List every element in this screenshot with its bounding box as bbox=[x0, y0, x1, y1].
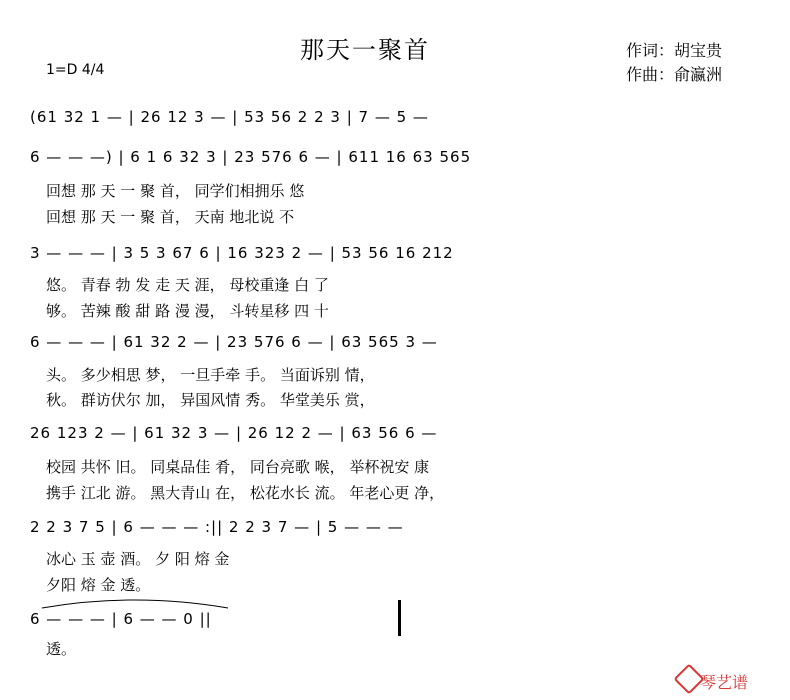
score-line-4: 6 — — — | 61 32 2 — | 23 576 6 — | 63 565 3 — bbox=[30, 333, 438, 351]
tie-slur bbox=[40, 596, 230, 610]
watermark: 琴艺谱 bbox=[700, 673, 749, 692]
lyric-line-5-verse-1: 校园 共怀 旧。 同桌品佳 肴， 同台亮歌 喉， 举杯祝安 康 bbox=[46, 458, 430, 476]
score-line-1: (61 32 1 — | 26 12 3 — | 53 56 2 2 3 | 7 — 5 — bbox=[30, 108, 429, 126]
lyric-line-3-verse-1: 悠。 青春 勃 发 走 天 涯， 母校重逢 白 了 bbox=[46, 276, 329, 294]
lyric-line-2-verse-1: 回想 那 天 一 聚 首， 同学们相拥乐 悠 bbox=[46, 182, 305, 200]
lyric-line-5-verse-2: 携手 江北 游。 黑大青山 在， 松花水长 流。 年老心更 净， bbox=[46, 484, 445, 502]
score-line-5: 26 123 2 — | 61 32 3 — | 26 12 2 — | 63 56 6 — bbox=[30, 424, 438, 442]
score-line-3: 3 — — — | 3 5 3 67 6 | 16 323 2 — | 53 56 16 212 bbox=[30, 244, 454, 262]
page-title: 那天一聚首 bbox=[300, 36, 430, 64]
lyric-line-6-verse-1: 冰心 玉 壶 酒。 夕 阳 熔 金 bbox=[46, 550, 230, 568]
lyric-line-4-verse-1: 头。 多少相思 梦， 一旦手牵 手。 当面诉别 情， bbox=[46, 366, 375, 384]
final-barline bbox=[398, 600, 401, 636]
lyric-line-3-verse-2: 够。 苦辣 酸 甜 路 漫 漫， 斗转星移 四 十 bbox=[46, 302, 329, 320]
lyric-line-6-verse-2: 夕阳 熔 金 透。 bbox=[46, 576, 151, 594]
lyric-line-4-verse-2: 秋。 群访伏尔 加， 异国风情 秀。 华堂美乐 赏， bbox=[46, 391, 375, 409]
score-line-7: 6 — — — | 6 — — 0 || bbox=[30, 610, 212, 628]
score-line-2: 6 — — —) | 6 1 6 32 3 | 23 576 6 — | 611 16 63 565 bbox=[30, 148, 472, 166]
composer-credit: 作曲：俞瀛洲 bbox=[626, 65, 723, 84]
key-signature: 1=D 4/4 bbox=[46, 62, 105, 78]
lyric-line-2-verse-2: 回想 那 天 一 聚 首， 天南 地北说 不 bbox=[46, 208, 295, 226]
lyric-line-7-verse-1: 透。 bbox=[46, 640, 77, 658]
lyricist-credit: 作词：胡宝贵 bbox=[626, 41, 723, 60]
score-line-6: 2 2 3 7 5 | 6 — — — :|| 2 2 3 7 — | 5 — — — bbox=[30, 518, 404, 536]
